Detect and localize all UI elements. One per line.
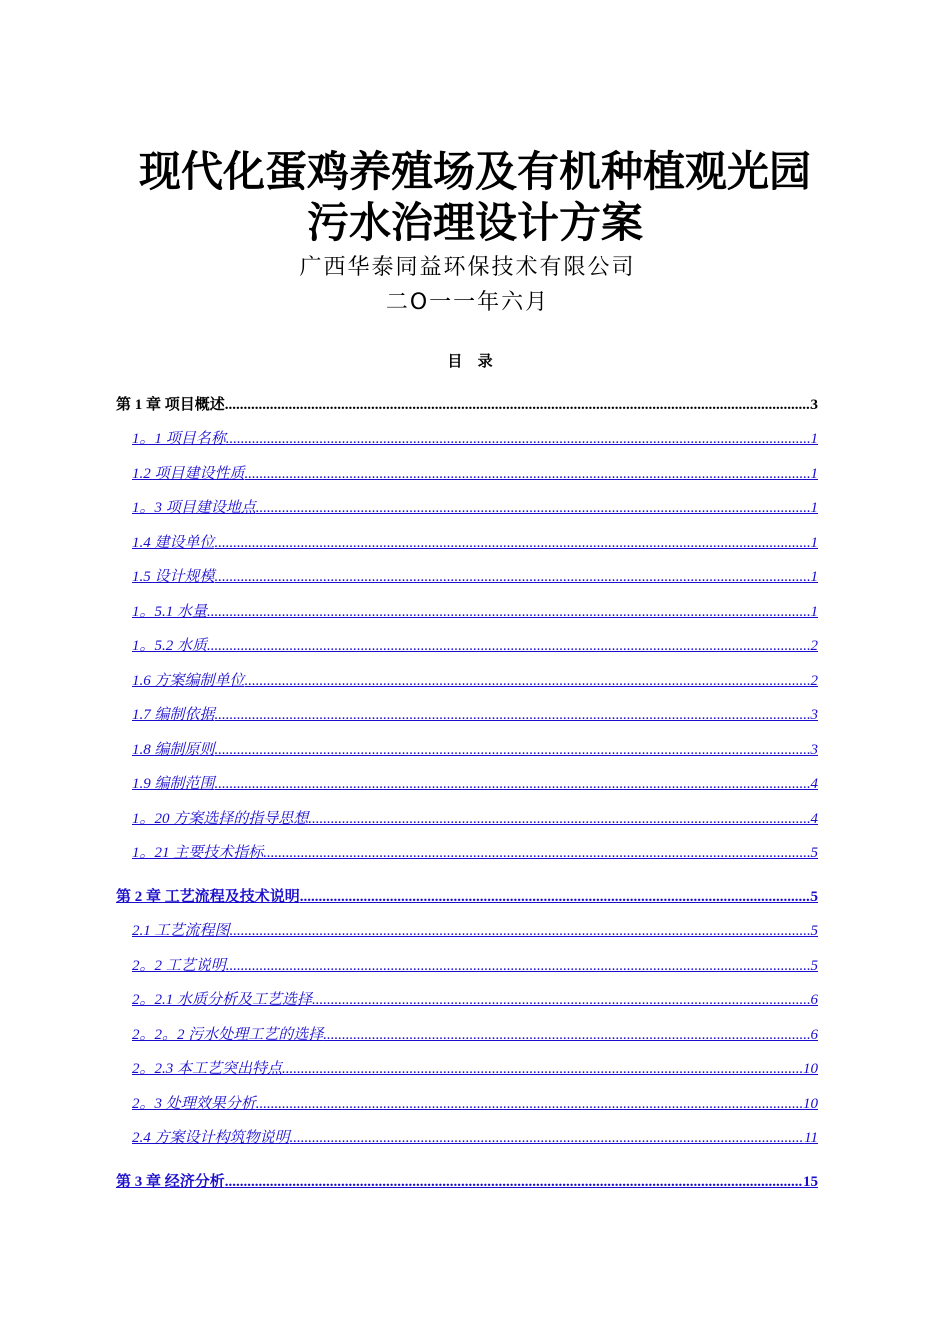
toc-section-1-9[interactable] bbox=[132, 774, 818, 794]
toc-section-2-2-3[interactable] bbox=[132, 1059, 818, 1079]
toc-page-number: 1 bbox=[810, 569, 818, 585]
toc-page-number: 15 bbox=[803, 1174, 818, 1190]
toc-dot-leader bbox=[323, 1025, 810, 1045]
company-name: 广西华泰同益环保技术有限公司 bbox=[299, 255, 636, 280]
toc-entry-text: 1。3 项目建设地点 bbox=[132, 500, 256, 516]
toc-section-2-2-2[interactable] bbox=[132, 1025, 818, 1045]
toc-dot-leader bbox=[225, 1172, 803, 1192]
toc-entry-text: 2。2.3 本工艺突出特点 bbox=[132, 1061, 283, 1077]
toc-page-number: 1 bbox=[810, 500, 818, 516]
toc-dot-leader bbox=[256, 498, 811, 518]
toc-entry-text: 1。5.2 水质 bbox=[132, 638, 208, 654]
toc-page-number: 4 bbox=[810, 811, 818, 827]
toc-entry-text: 2。2 工艺说明 bbox=[132, 958, 226, 974]
toc-dot-leader bbox=[215, 705, 811, 725]
toc-entry-text: 1.6 方案编制单位 bbox=[132, 673, 245, 689]
toc-page-number: 1 bbox=[810, 604, 818, 620]
toc-section-2-4[interactable] bbox=[132, 1128, 818, 1148]
toc-page-number: 5 bbox=[810, 889, 818, 905]
toc-entry-text: 1.2 项目建设性质 bbox=[132, 466, 245, 482]
toc-section-1-1[interactable] bbox=[132, 429, 818, 449]
toc-page-number: 1 bbox=[810, 535, 818, 551]
toc-section-1-8[interactable] bbox=[132, 740, 818, 760]
toc-dot-leader bbox=[215, 740, 811, 760]
toc-entry-text: 1.4 建设单位 bbox=[132, 535, 215, 551]
toc-dot-leader bbox=[256, 1094, 803, 1114]
toc-dot-leader bbox=[312, 990, 810, 1010]
toc-section-1-4[interactable] bbox=[132, 533, 818, 553]
toc-entry-text: 第 2 章 工艺流程及技术说明 bbox=[116, 889, 300, 905]
toc-entry-text: 2。2。2 污水处理工艺的选择 bbox=[132, 1027, 324, 1043]
toc-entry-text: 2.4 方案设计构筑物说明 bbox=[132, 1130, 290, 1146]
toc-section-1-5[interactable] bbox=[132, 567, 818, 587]
toc-section-2-2-1[interactable] bbox=[132, 990, 818, 1010]
toc-page-number: 10 bbox=[803, 1061, 818, 1077]
toc-dot-leader bbox=[282, 1059, 803, 1079]
toc-dot-leader bbox=[215, 533, 811, 553]
toc-section-1-5-1[interactable] bbox=[132, 602, 818, 622]
toc-entry-text: 1.8 编制原则 bbox=[132, 742, 215, 758]
toc-dot-leader bbox=[263, 843, 810, 863]
toc-chapter-3[interactable] bbox=[116, 1172, 818, 1192]
toc-dot-leader bbox=[308, 809, 810, 829]
document-title-line-2: 污水治理设计方案 bbox=[306, 198, 643, 247]
toc-dot-leader bbox=[207, 636, 810, 656]
toc-page-number: 3 bbox=[810, 397, 818, 413]
toc-chapter-1[interactable] bbox=[116, 395, 818, 415]
toc-page-number: 11 bbox=[804, 1130, 818, 1146]
toc-page-number: 5 bbox=[810, 923, 818, 939]
toc-section-2-1[interactable] bbox=[132, 921, 818, 941]
toc-section-2-3[interactable] bbox=[132, 1094, 818, 1114]
toc-page-number: 3 bbox=[810, 742, 818, 758]
toc-entry-text: 第 3 章 经济分析 bbox=[116, 1174, 225, 1190]
toc-dot-leader bbox=[300, 887, 811, 907]
toc-entry-text: 1。20 方案选择的指导思想 bbox=[132, 811, 309, 827]
document-date: 二O一一年六月 bbox=[385, 290, 550, 315]
toc-entry-text: 第 1 章 项目概述 bbox=[116, 397, 225, 413]
toc-entry-text: 1。1 项目名称 bbox=[132, 431, 226, 447]
toc-dot-leader bbox=[207, 602, 810, 622]
toc-page-number: 1 bbox=[810, 431, 818, 447]
toc-section-1-3[interactable] bbox=[132, 498, 818, 518]
toc-dot-leader bbox=[215, 774, 811, 794]
toc-section-1-2[interactable] bbox=[132, 464, 818, 484]
toc-section-1-5-2[interactable] bbox=[132, 636, 818, 656]
toc-section-2-2[interactable] bbox=[132, 956, 818, 976]
toc-entry-text: 1.5 设计规模 bbox=[132, 569, 215, 585]
toc-page-number: 6 bbox=[810, 992, 818, 1008]
toc-dot-leader bbox=[226, 956, 811, 976]
toc-chapter-2[interactable] bbox=[116, 887, 818, 907]
toc-section-1-21[interactable] bbox=[132, 843, 818, 863]
toc-page-number: 1 bbox=[810, 466, 818, 482]
toc-entry-text: 2。3 处理效果分析 bbox=[132, 1096, 256, 1112]
toc-page-number: 4 bbox=[810, 776, 818, 792]
toc-page-number: 2 bbox=[810, 638, 818, 654]
toc-entry-text: 2.1 工艺流程图 bbox=[132, 923, 230, 939]
toc-entry-text: 1。5.1 水量 bbox=[132, 604, 208, 620]
toc-section-1-6[interactable] bbox=[132, 671, 818, 691]
toc-entry-text: 1。21 主要技术指标 bbox=[132, 845, 264, 861]
toc-entry-text: 1.7 编制依据 bbox=[132, 707, 215, 723]
toc-entry-text: 1.9 编制范围 bbox=[132, 776, 215, 792]
toc-dot-leader bbox=[225, 395, 811, 415]
toc-dot-leader bbox=[245, 464, 811, 484]
toc-page-number: 10 bbox=[803, 1096, 818, 1112]
toc-page-number: 2 bbox=[810, 673, 818, 689]
toc-dot-leader bbox=[290, 1128, 805, 1148]
toc-page-number: 3 bbox=[810, 707, 818, 723]
toc-dot-leader bbox=[230, 921, 811, 941]
toc-section-1-7[interactable] bbox=[132, 705, 818, 725]
toc-dot-leader bbox=[215, 567, 811, 587]
toc-page-number: 5 bbox=[810, 845, 818, 861]
toc-page-number: 6 bbox=[810, 1027, 818, 1043]
toc-section-1-20[interactable] bbox=[132, 809, 818, 829]
toc-entry-text: 2。2.1 水质分析及工艺选择 bbox=[132, 992, 313, 1008]
toc-heading: 目 录 bbox=[447, 352, 493, 370]
document-title-line-1: 现代化蛋鸡养殖场及有机种植观光园 bbox=[138, 147, 811, 196]
toc-dot-leader bbox=[226, 429, 811, 449]
toc-page-number: 5 bbox=[810, 958, 818, 974]
toc-dot-leader bbox=[245, 671, 811, 691]
